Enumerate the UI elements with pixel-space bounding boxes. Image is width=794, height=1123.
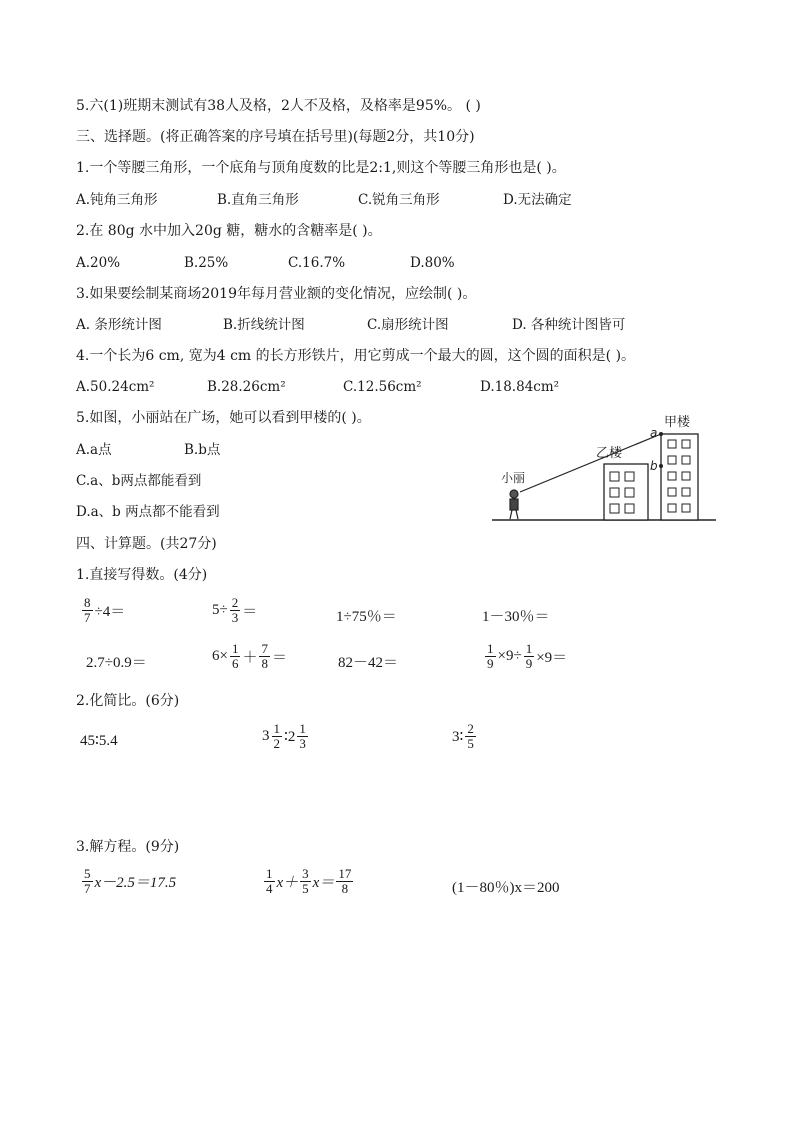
- calc-item-4: 1－30％＝: [482, 609, 550, 625]
- equation-item-3: (1－80％)x＝200: [452, 880, 560, 896]
- q2-option-d: D.80%: [410, 255, 455, 271]
- q1-option-a: A.钝角三角形: [76, 192, 158, 208]
- equation-item-1: $\frac{5}{7}$ x－2.5＝17.5: [84, 866, 177, 896]
- equation-item-2: $\frac{1}{4}$ x＋ $\frac{3}{5}$ x＝ $\frac{17}{8}$: [266, 866, 352, 896]
- choice-question-5: 5.如图，小丽站在广场，她可以看到甲楼的( )。: [76, 410, 371, 426]
- q3-option-a: A. 条形统计图: [76, 317, 162, 333]
- q5-option-c: C.a、b两点都能看到: [76, 473, 202, 489]
- q3-option-b: B.折线统计图: [223, 317, 305, 333]
- calc-item-8: $\frac{1}{9}$ ×9÷ $\frac{1}{9}$ ×9＝: [487, 641, 568, 671]
- fraction: $\frac{5}{7}$: [84, 866, 91, 896]
- judge-question-5: 5.六(1)班期末测试有38人及格，2人不及格，及格率是95%。 ( ): [76, 98, 481, 114]
- q5-option-a: A.a点: [76, 442, 112, 458]
- choice-question-3: 3.如果要绘制某商场2019年每月营业额的变化情况，应绘制( )。: [76, 286, 477, 302]
- ratio-item-3: 3∶ $\frac{2}{5}$: [452, 721, 474, 751]
- q5-option-d: D.a、b 两点都不能看到: [76, 504, 220, 520]
- fraction: $\frac{1}{9}$: [525, 641, 533, 671]
- calc-item-2: 5÷ $\frac{2}{3}$ ＝: [212, 595, 258, 625]
- label-xiaoli: 小丽: [501, 471, 526, 485]
- buildings-figure: [488, 410, 718, 526]
- ratio-item-1: 45∶5.4: [80, 733, 118, 749]
- q1-option-d: D.无法确定: [503, 192, 572, 208]
- fraction: $\frac{8}{7}$: [84, 595, 91, 625]
- q2-option-b: B.25%: [184, 255, 229, 271]
- section-3-title: 三、选择题。(将正确答案的序号填在括号里)(每题2分，共10分): [76, 129, 475, 145]
- calc-item-6: 6× $\frac{1}{6}$ ＋ $\frac{7}{8}$ ＝: [212, 641, 287, 671]
- q2-option-c: C.16.7%: [288, 255, 346, 271]
- fraction: $\frac{17}{8}$: [338, 866, 352, 896]
- q3-option-d: D. 各种统计图皆可: [512, 317, 626, 333]
- point-a-marker: [659, 432, 663, 436]
- point-b-marker: [659, 464, 663, 468]
- calc-item-3: 1÷75％＝: [336, 609, 397, 625]
- fraction: $\frac{2}{5}$: [467, 721, 474, 751]
- calc-part-3-title: 3.解方程。(9分): [76, 839, 180, 855]
- fraction: $\frac{1}{9}$: [487, 641, 494, 671]
- q4-option-b: B.28.26cm²: [207, 379, 286, 395]
- choice-question-1: 1.一个等腰三角形，一个底角与顶角度数的比是2:1,则这个等腰三角形也是( )。: [76, 160, 566, 176]
- building-jia: [661, 434, 698, 520]
- q4-option-a: A.50.24cm²: [76, 379, 155, 395]
- fraction: $\frac{2}{3}$: [231, 595, 239, 625]
- label-jia-lou: 甲楼: [664, 415, 691, 430]
- fraction: $\frac{1}{3}$: [299, 721, 306, 751]
- q3-option-c: C.扇形统计图: [367, 317, 449, 333]
- q4-option-d: D.18.84cm²: [480, 379, 560, 395]
- label-yi-lou: 乙楼: [596, 446, 623, 461]
- q1-option-b: B.直角三角形: [217, 192, 299, 208]
- section-4-title: 四、计算题。(共27分): [76, 536, 217, 552]
- q2-option-a: A.20%: [76, 255, 121, 271]
- label-point-b: b: [650, 459, 658, 473]
- choice-question-4: 4.一个长为6 cm, 宽为4 cm 的长方形铁片，用它剪成一个最大的圆，这个圆的面积是( )。: [76, 348, 636, 364]
- ratio-item-2: 3 $\frac{1}{2}$ ∶2 $\frac{1}{3}$: [262, 721, 306, 751]
- fraction: $\frac{1}{2}$: [273, 721, 280, 751]
- person-xiaoli-figure: [510, 490, 518, 519]
- fraction: $\frac{3}{5}$: [302, 866, 309, 896]
- fraction: $\frac{7}{8}$: [261, 641, 268, 671]
- q4-option-c: C.12.56cm²: [343, 379, 422, 395]
- calc-item-7: 82－42＝: [338, 655, 399, 671]
- q1-option-c: C.锐角三角形: [358, 192, 440, 208]
- fraction: $\frac{1}{4}$: [266, 866, 273, 896]
- calc-item-1: $\frac{8}{7}$ ÷4＝: [84, 595, 126, 625]
- choice-question-2: 2.在 80g 水中加入20g 糖，糖水的含糖率是( )。: [76, 223, 382, 239]
- label-point-a: a: [650, 426, 658, 440]
- fraction: $\frac{1}{6}$: [231, 641, 239, 671]
- calc-part-2-title: 2.化简比。(6分): [76, 693, 180, 709]
- calc-item-5: 2.7÷0.9＝: [86, 655, 147, 671]
- calc-part-1-title: 1.直接写得数。(4分): [76, 567, 208, 583]
- q5-option-b: B.b点: [184, 442, 221, 458]
